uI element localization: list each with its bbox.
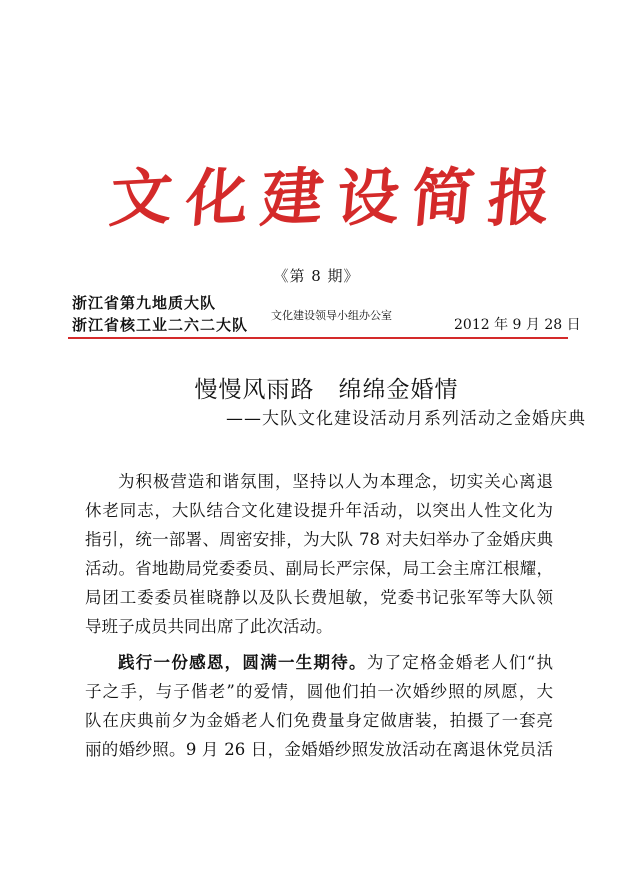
article-title: 慢慢风雨路 绵绵金婚情: [194, 377, 459, 403]
paragraph-line: 局团工委委员崔晓静以及队长费旭敏，党委书记张军等大队领: [85, 588, 553, 607]
masthead-char: 化: [182, 159, 252, 236]
paragraph-line: 指引，统一部署、周密安排，为大队 78 对夫妇举办了金婚庆典: [85, 530, 553, 549]
masthead-char: 设: [333, 159, 403, 236]
paragraph-line: 休老同志，大队结合文化建设提升年活动，以突出人性文化为: [85, 501, 553, 520]
masthead-char: 文: [106, 159, 176, 236]
masthead-char: 报: [484, 159, 554, 236]
masthead-char: 建: [257, 159, 327, 236]
issue-date: 2012 年 9 月 28 日: [454, 317, 581, 333]
paragraph-line: 丽的婚纱照。9 月 26 日，金婚婚纱照发放活动在离退休党员活: [85, 740, 553, 759]
paragraph-text: 为了定格金婚老人们“执: [366, 653, 553, 672]
issuing-office: 文化建设领导小组办公室: [271, 309, 392, 322]
org-name-1: 浙江省第九地质大队: [72, 294, 217, 312]
paragraph-line: 导班子成员共同出席了此次活动。: [85, 617, 333, 636]
paragraph-lead: 践行一份感恩，圆满一生期待。: [118, 653, 367, 672]
paragraph-line: 活动。省地勘局党委委员、副局长严宗保，局工会主席江根耀，: [85, 559, 553, 578]
masthead-char: 简: [409, 159, 478, 236]
header-divider: [68, 337, 568, 339]
masthead-title: [106, 148, 554, 248]
article-body: [85, 467, 553, 764]
issue-number: 《第 8 期》: [273, 267, 360, 285]
paragraph-line: 队在庆典前夕为金婚老人们免费量身定做唐装，拍摄了一套亮: [85, 711, 553, 730]
paragraph-line: 为积极营造和谐氛围，坚持以人为本理念，切实关心离退: [118, 472, 553, 491]
article-subtitle: ——大队文化建设活动月系列活动之金婚庆典: [226, 409, 586, 429]
paragraph-line: 子之手，与子偕老”的爱情，圆他们拍一次婚纱照的夙愿，大: [85, 682, 553, 701]
paragraph-line: [85, 648, 553, 677]
org-name-2: 浙江省核工业二六二大队: [72, 316, 249, 334]
paragraph-gap: [85, 641, 553, 648]
